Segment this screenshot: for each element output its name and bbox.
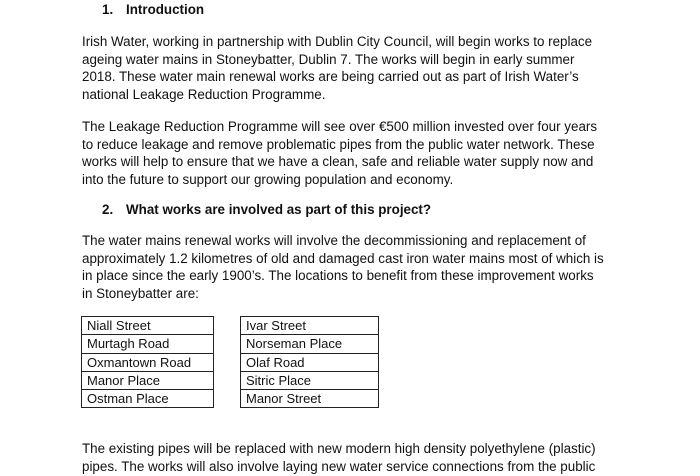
streets-table-right bbox=[240, 316, 379, 408]
table-row bbox=[82, 353, 214, 371]
street-cell: Sitric Place bbox=[241, 371, 379, 389]
section-1-paragraph-2: The Leakage Reduction Programme will see over €500 million invested over four years to reduce leakage and remove problematic pipes from the public water network. These works will help to ensure that we have a clean, safe and reliable water supply now and into the future to support our growing population and economy. bbox=[82, 119, 598, 187]
street-cell: Murtagh Road bbox=[82, 335, 214, 353]
table-row bbox=[241, 335, 379, 353]
table-row bbox=[241, 317, 379, 335]
street-cell: Manor Place bbox=[82, 371, 214, 389]
street-cell: Manor Street bbox=[241, 390, 379, 408]
street-cell: Oxmantown Road bbox=[82, 353, 214, 371]
street-cell: Niall Street bbox=[82, 317, 214, 335]
table-row bbox=[82, 371, 214, 389]
section-1-paragraph-1: Irish Water, working in partnership with Dublin City Council, will begin works to replace ageing water mains in Stoneybatter, Dublin 7. The works will begin in early summer 2018. These water main renewal works are being carried out as part of Irish Water’s national Leakage Reduction Programme. bbox=[82, 34, 593, 102]
closing-paragraph: The existing pipes will be replaced with new modern high density polyethylene (plastic) pipes. The works will also involve laying new water service connections from the public bbox=[82, 441, 596, 474]
street-cell: Ostman Place bbox=[82, 390, 214, 408]
section-2-paragraph-1: The water mains renewal works will involve the decommissioning and replacement of approximately 1.2 kilometres of old and damaged cast iron water mains most of which is in place since the early 1900’s. The locations to benefit from these improvement works in Stoneybatter are: bbox=[82, 233, 604, 301]
table-row bbox=[241, 371, 379, 389]
section-2-heading: 2. What works are involved as part of this project? bbox=[102, 202, 432, 217]
table-row bbox=[82, 317, 214, 335]
section-1-heading: 1. Introduction bbox=[102, 2, 205, 17]
table-row bbox=[82, 335, 214, 353]
table-row bbox=[241, 353, 379, 371]
street-cell: Olaf Road bbox=[241, 353, 379, 371]
street-cell: Ivar Street bbox=[241, 317, 379, 335]
table-row bbox=[241, 390, 379, 408]
streets-table-left bbox=[81, 316, 214, 408]
table-row bbox=[82, 390, 214, 408]
street-cell: Norseman Place bbox=[241, 335, 379, 353]
